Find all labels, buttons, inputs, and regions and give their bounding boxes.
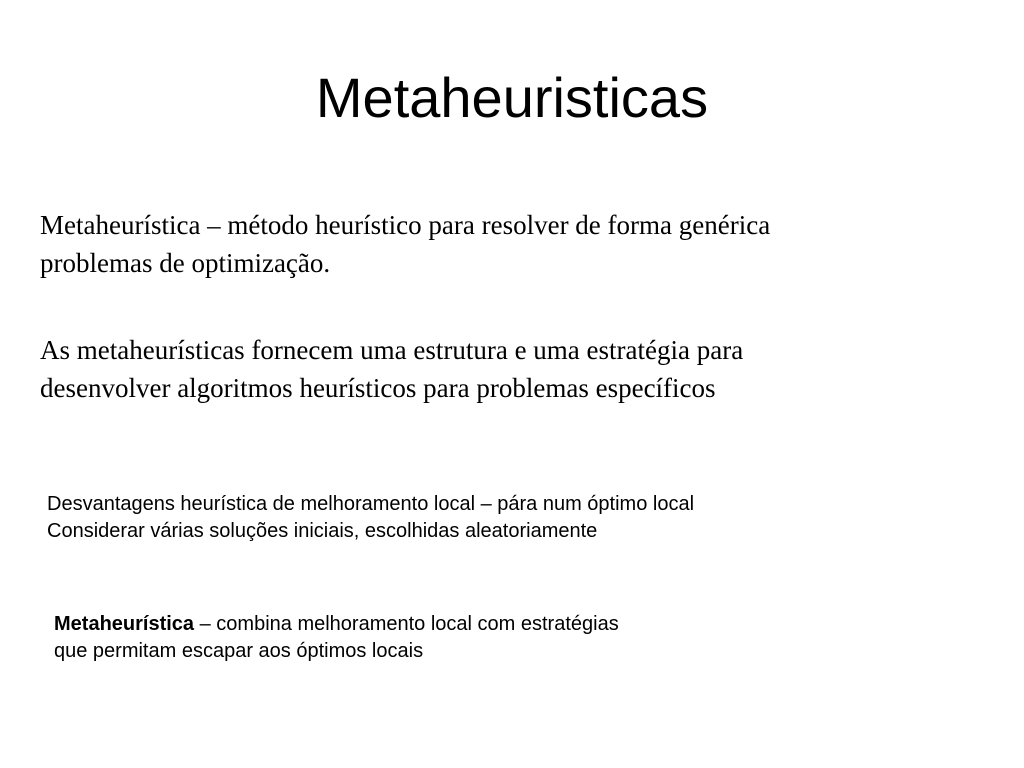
slide-title: Metaheuristicas — [315, 66, 709, 129]
structure-line-2: desenvolver algoritmos heurísticos para problemas específicos — [40, 373, 716, 403]
structure-paragraph — [40, 331, 1000, 407]
summary-line-1-rest: – combina melhoramento local com estratégias — [194, 613, 619, 635]
summary-term: Metaheurística — [54, 613, 195, 635]
summary-line-2: que permitam escapar aos óptimos locais — [54, 640, 424, 662]
disadvantages-paragraph — [47, 491, 987, 545]
metaheuristic-summary-paragraph — [54, 611, 854, 665]
summary-line-1 — [54, 611, 854, 638]
definition-paragraph — [40, 206, 1000, 282]
disadvantages-line-1: Desvantagens heurística de melhoramento local – pára num óptimo local — [47, 493, 695, 515]
disadvantages-line-2: Considerar várias soluções iniciais, escolhidas aleatoriamente — [47, 520, 598, 542]
definition-line-2: problemas de optimização. — [40, 248, 331, 278]
structure-line-1: As metaheurísticas fornecem uma estrutura e uma estratégia para — [40, 335, 744, 365]
definition-line-1: Metaheurística – método heurístico para resolver de forma genérica — [40, 210, 771, 240]
